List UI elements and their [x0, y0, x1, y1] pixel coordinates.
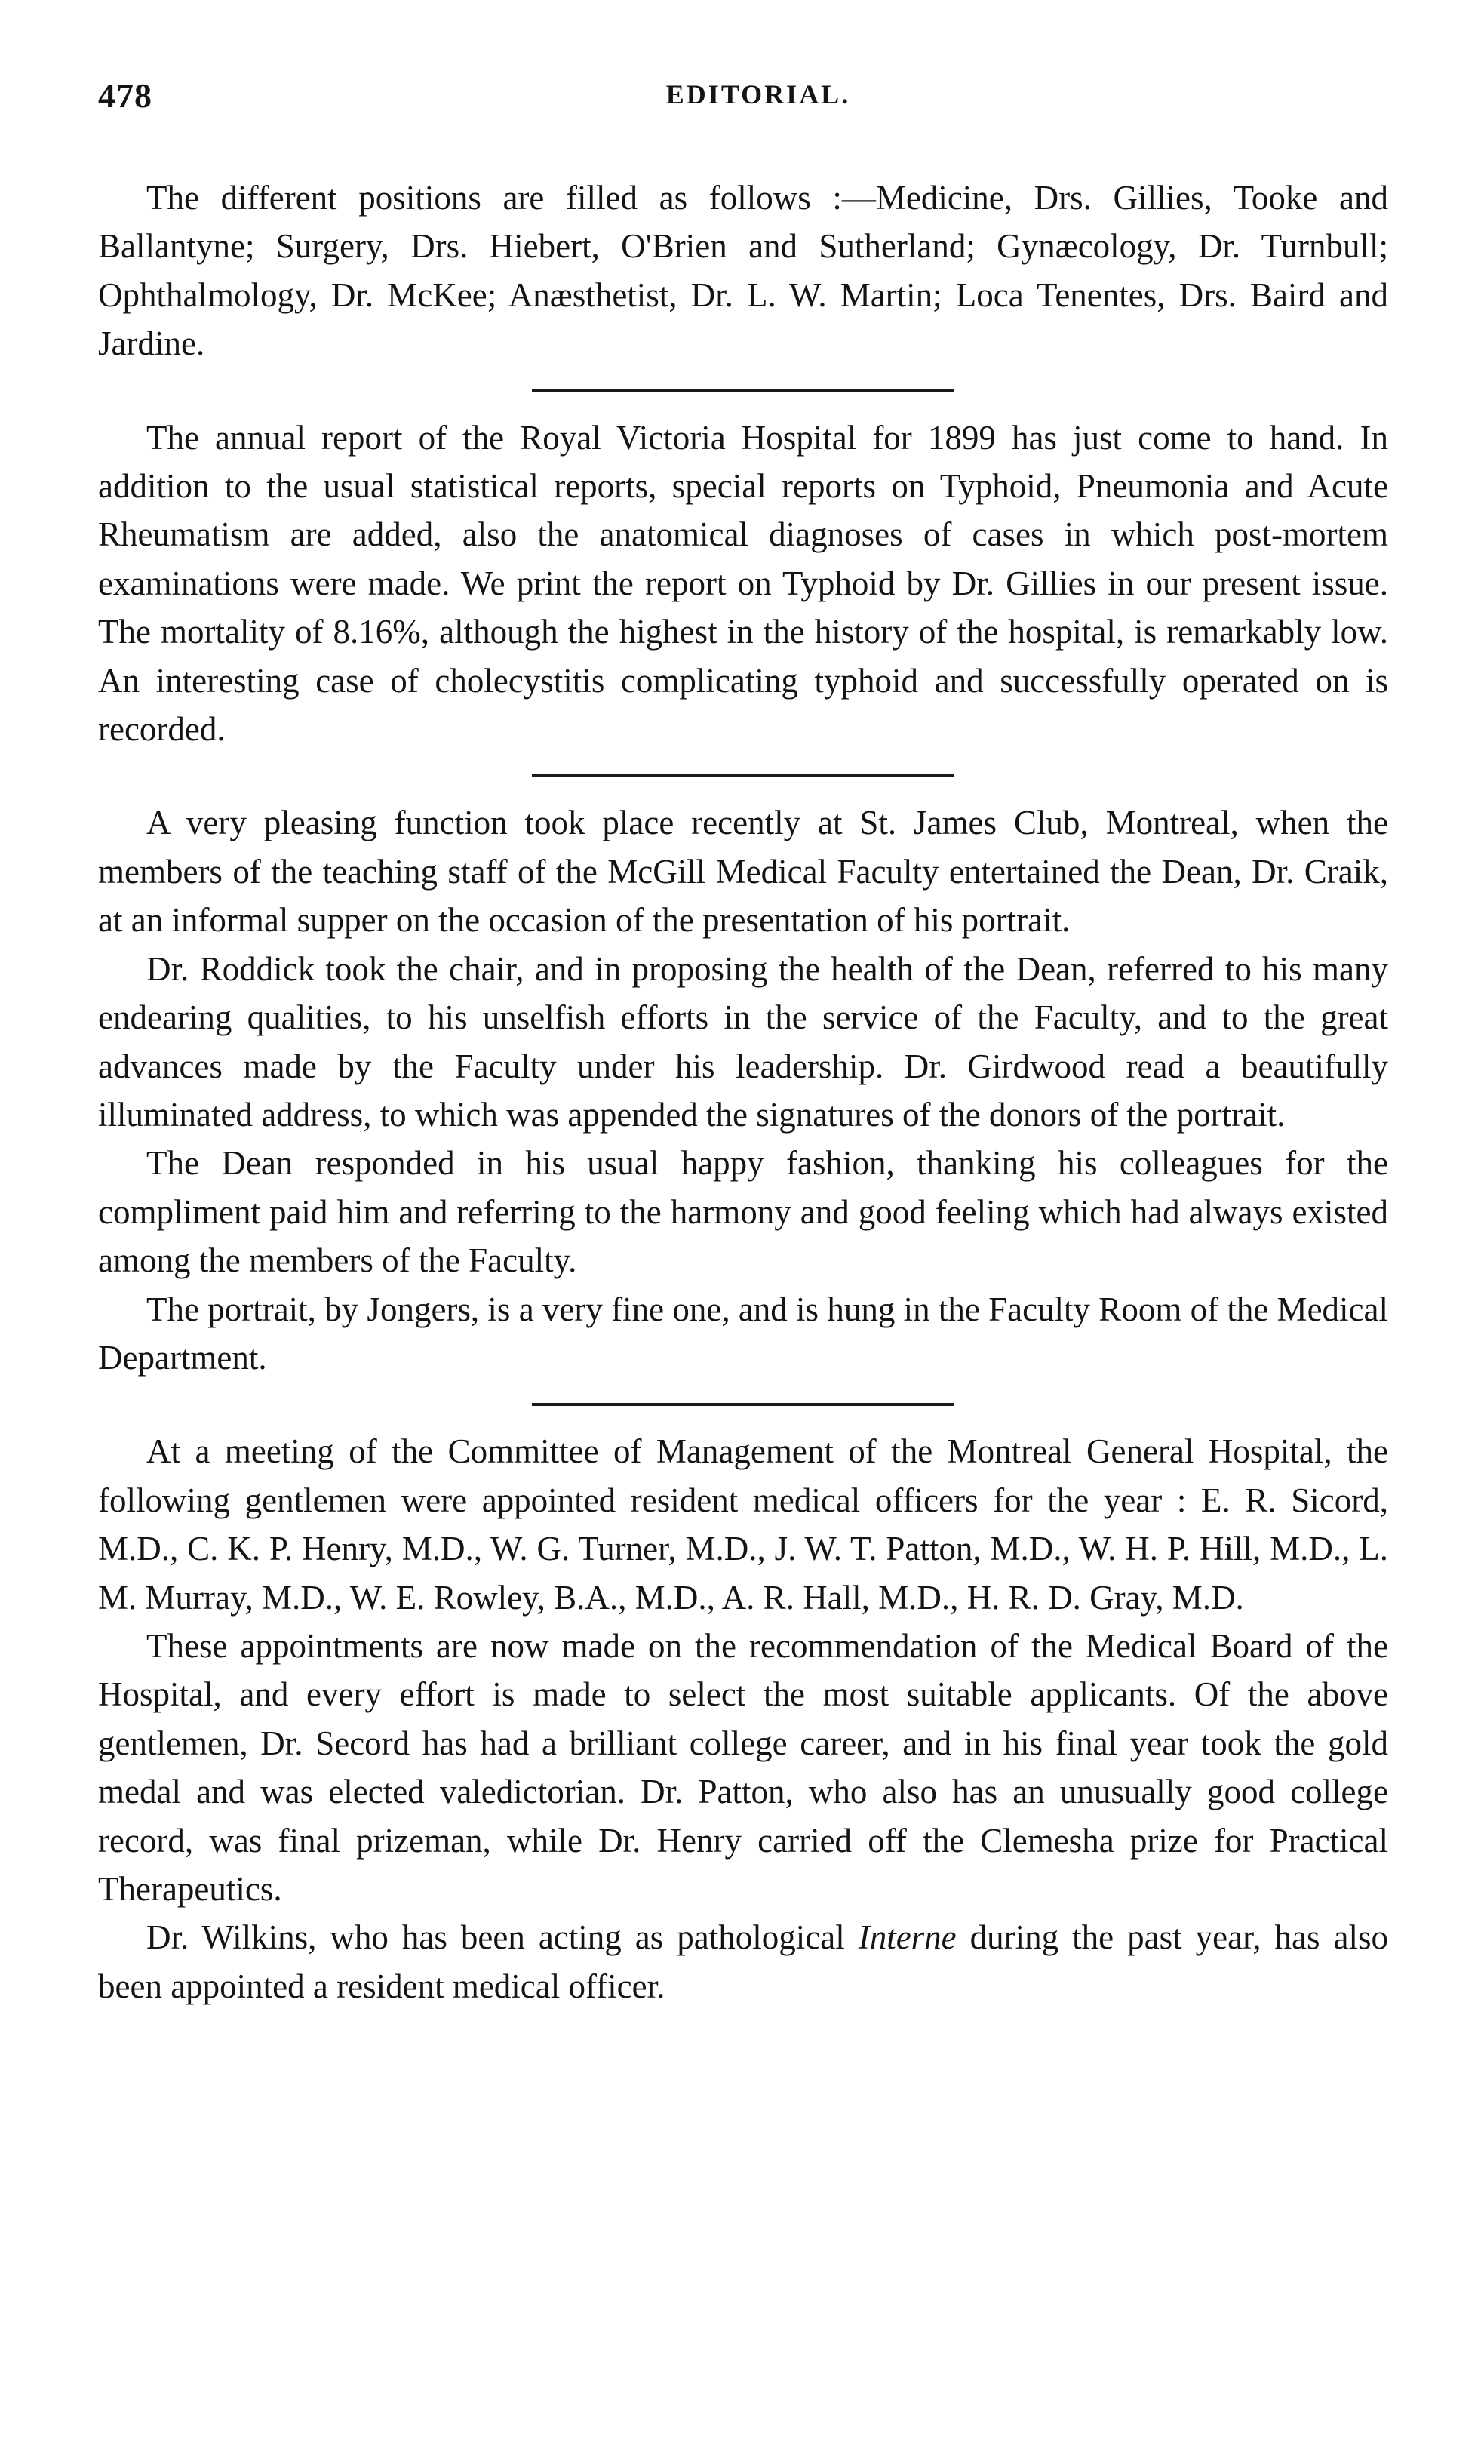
text-run: during the past year, has also been appointed a resident medical officer. [98, 1918, 1388, 2005]
page-header [98, 75, 1388, 128]
paragraph: These appointments are now made on the recommendation of the Medical Board of the Hospital, and every effort is made to select the most suitable applicants. Of the above gentlemen, Dr. Secord has had a brilliant college career, and in his final year took the gold medal and was elected valedictorian. Dr. Patton, who also has an unusually good college record, was final prizeman, while Dr. Henry carried off the Clemesha prize for Practical Therapeutics. [98, 1626, 1388, 1908]
paragraph: At a meeting of the Committee of Management of the Montreal General Hospital, the following gentlemen were appointed resident medical officers for the year : E. R. Sicord, M.D., C. K. P. Henry, M.D., W. G. Turner, M.D., J. W. T. Patton, M.D., W. H. P. Hill, M.D., L. M. Murray, M.D., W. E. Rowley, B.A., M.D., A. R. Hall, M.D., H. R. D. Gray, M.D. [98, 1432, 1388, 1617]
section-resident-officers [98, 1427, 1388, 2010]
section-dean-portrait [98, 798, 1388, 1382]
section-annual-report [98, 414, 1388, 754]
italic-term: Interne [858, 1918, 957, 1957]
paragraph: The portrait, by Jongers, is a very fine one, and is hung in the Faculty Room of the Medical Department. [98, 1290, 1388, 1377]
section-divider [532, 389, 954, 392]
document-page [98, 75, 1388, 2010]
section-positions [98, 174, 1388, 368]
paragraph: The different positions are filled as follows :—Medicine, Drs. Gillies, Tooke and Ballantyne; Surgery, Drs. Hiebert, O'Brien and Sutherland; Gynæcology, Dr. Turnbull; Ophthalmology, Dr. McKee; Anæsthetist, Dr. L. W. Martin; Loca Tenentes, Drs. Baird and Jardine. [98, 179, 1388, 363]
paragraph-wilkins [98, 1913, 1388, 2010]
running-head: EDITORIAL. [665, 79, 851, 109]
paragraph: The annual report of the Royal Victoria Hospital for 1899 has just come to hand. In addition to the usual statistical reports, special reports on Typhoid, Pneumonia and Acute Rheumatism are added, also the anatomical diagnoses of cases in which post-mortem examinations were made. We print the report on Typhoid by Dr. Gillies in our present issue. The mortality of 8.16%, although the highest in the history of the hospital, is remarkably low. An interesting case of cholecystitis complicating typhoid and successfully operated on is recorded. [98, 418, 1388, 749]
section-divider [532, 1403, 954, 1406]
text-run: Dr. Wilkins, who has been acting as pathological [146, 1918, 859, 1957]
paragraph: The Dean responded in his usual happy fashion, thanking his colleagues for the compliment paid him and referring to the harmony and good feeling which had always existed among the members of the Faculty. [98, 1144, 1388, 1280]
section-divider [532, 774, 954, 777]
paragraph: Dr. Roddick took the chair, and in proposing the health of the Dean, referred to his many endearing qualities, to his unselfish efforts in the service of the Faculty, and to the great advances made by the Faculty under his leadership. Dr. Girdwood read a beautifully illuminated address, to which was appended the signatures of the donors of the portrait. [98, 949, 1388, 1134]
page-number: 478 [98, 76, 152, 115]
paragraph: A very pleasing function took place recently at St. James Club, Montreal, when the members of the teaching staff of the McGill Medical Faculty entertained the Dean, Dr. Craik, at an informal supper on the occasion of the presentation of his portrait. [98, 804, 1388, 940]
